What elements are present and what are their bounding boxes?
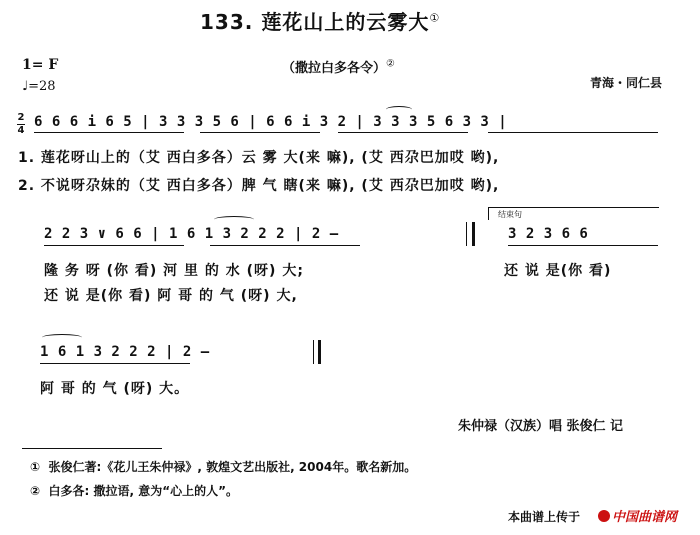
beam-line (488, 132, 658, 133)
system2-lyric-verse2: 还 说 是(你 看) 阿 哥 的 气 (呀) 大, (44, 288, 298, 304)
barline (313, 340, 314, 364)
region-label: 青海・同仁县 (590, 76, 663, 90)
footnote-1-mark: ① (30, 460, 41, 474)
tempo-marking: ♩=28 (22, 79, 56, 94)
system3-notes: 1 6 1 3 2 2 2 | 2 — (40, 344, 210, 360)
footnote-2-mark: ② (30, 484, 41, 498)
system3-lyric: 阿 哥 的 气 (呀) 大。 (40, 381, 190, 397)
system1-lyric-verse1: 1. 莲花呀山上的（艾 西白多各）云 雾 大(来 嘛), (艾 西尕巴加哎 哟), (18, 150, 500, 166)
song-number: 133. (200, 10, 254, 34)
footnote-2 (30, 482, 238, 499)
song-title (200, 6, 440, 35)
key-signature: 1= F (22, 57, 59, 73)
subtitle-footnote-mark: ② (386, 58, 395, 70)
system2-lyric-verse1: 隆 务 呀 (你 看) 河 里 的 水 (呀) 大; (44, 263, 304, 279)
beam-line (34, 132, 184, 133)
slur (214, 216, 254, 223)
brand-link[interactable]: 中国曲谱网 (612, 510, 678, 525)
repeat-end-barline (472, 222, 475, 246)
footnote-1 (30, 458, 416, 475)
time-signature-top: 2 (17, 112, 25, 123)
system2-lyric-verse1-ending: 还 说 是(你 看) (504, 263, 612, 279)
performer-credit: 朱仲禄（汉族）唱 张俊仁 记 (458, 419, 624, 434)
time-signature (17, 113, 25, 136)
system2-notes-main: 2 2 3 ∨ 6 6 | 1 6 1 3 2 2 2 | 2 — (44, 226, 339, 242)
beam-line (44, 245, 184, 246)
beam-line (200, 132, 320, 133)
footnote-2-text: 白多各: 撒拉语, 意为“心上的人”。 (48, 484, 239, 498)
ending-label: 结束句 (498, 210, 522, 219)
footnote-1-text: 张俊仁著:《花儿王朱仲禄》, 敦煌文艺出版社, 2004年。歌名新加。 (48, 460, 417, 474)
slur (42, 334, 82, 341)
beam-line (210, 245, 360, 246)
system1-lyric-verse2: 2. 不说呀尕妹的（艾 西白多各）脾 气 瞎(来 嘛), (艾 西尕巴加哎 哟), (18, 178, 500, 194)
brand-logo-icon (598, 510, 610, 522)
system1-notes: 6 6 6 i 6 5 | 3 3 3 5 6 | 6 6 i 3 2 | 3 3 3 5 6 3 3 | (34, 114, 508, 130)
subtitle-text: （撒拉白多各令） (282, 61, 387, 76)
system2-notes-ending: 3 2 3 6 6 (508, 226, 589, 242)
song-title-text: 莲花山上的云雾大 (261, 10, 430, 34)
barline (466, 222, 467, 246)
final-barline (318, 340, 321, 364)
beam-line (338, 132, 468, 133)
title-footnote-mark: ① (429, 11, 441, 25)
subtitle (282, 57, 395, 76)
time-signature-bottom: 4 (17, 125, 25, 136)
beam-line (508, 245, 658, 246)
beam-line (40, 363, 190, 364)
footnote-divider (22, 448, 162, 449)
upload-note: 本曲谱上传于 (508, 510, 581, 524)
slur (386, 106, 412, 113)
